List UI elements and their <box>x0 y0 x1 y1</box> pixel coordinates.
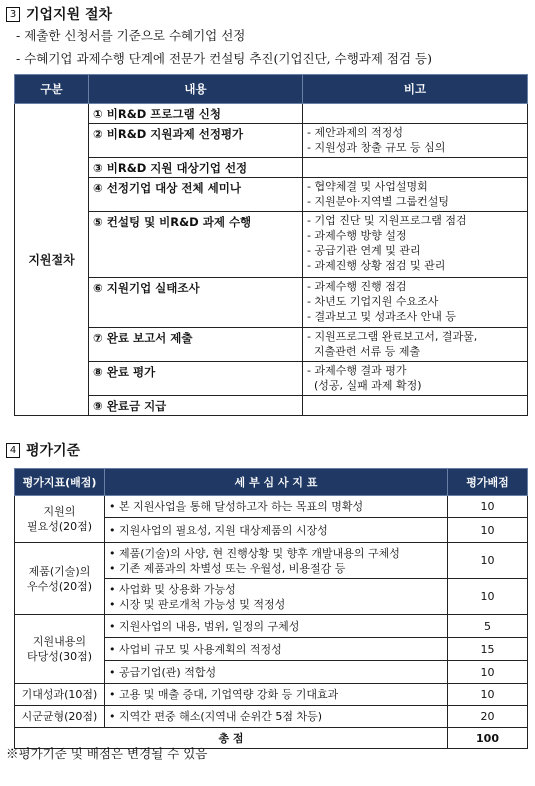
section-1-title-text: 기업지원 절차 <box>26 7 113 23</box>
detail-line: • 고용 및 매출 증대, 기업역량 강화 등 기대효과 <box>109 688 339 701</box>
detail-cell <box>105 706 448 728</box>
detail-cell <box>105 661 448 684</box>
step-6-notes <box>303 278 528 328</box>
detail-cell <box>105 615 448 638</box>
note-line: - 기업 진단 및 지원프로그램 점검 <box>307 214 467 227</box>
detail-line: • 공급기업(관) 적합성 <box>109 665 217 679</box>
note-line: - 차년도 기업지원 수요조사 <box>307 295 439 308</box>
section-2-number: 4 <box>6 443 20 458</box>
detail-line: • 지원사업의 필요성, 지원 대상제품의 시장성 <box>109 523 328 537</box>
note-line: - 제안과제의 적정성 <box>307 126 403 139</box>
detail-cell <box>105 638 448 661</box>
evaluation-row <box>15 543 528 579</box>
section-1-bullet-1: - 제출한 신청서를 기준으로 수혜기업 선정 <box>16 28 246 43</box>
header-indicator: 평가지표(배점) <box>15 469 105 496</box>
section-1-title <box>6 4 112 24</box>
step-9: ⑨ 완료금 지급 <box>89 396 303 416</box>
detail-line: • 지원사업의 내용, 범위, 일정의 구체성 <box>109 619 300 633</box>
detail-cell <box>105 496 448 518</box>
detail-cell <box>105 684 448 706</box>
section-2-title <box>6 440 80 460</box>
detail-cell <box>105 518 448 543</box>
score-cell: 10 <box>448 518 528 543</box>
support-procedure-table <box>14 74 528 416</box>
indicator-outcome: 기대성과(10점) <box>15 684 105 706</box>
score-cell: 10 <box>448 684 528 706</box>
note-line: - 지원분야·지역별 그룹컨설팅 <box>307 195 449 208</box>
detail-cell <box>105 543 448 579</box>
section-1-number: 3 <box>6 7 20 22</box>
evaluation-header-row <box>15 469 528 496</box>
detail-line: • 사업화 및 상용화 가능성 <box>109 582 236 596</box>
header-content: 내용 <box>89 75 303 104</box>
step-4-notes <box>303 178 528 212</box>
procedure-row <box>15 212 528 278</box>
header-remarks: 비고 <box>303 75 528 104</box>
step-1-notes <box>303 104 528 124</box>
step-1: ① 비R&D 프로그램 신청 <box>89 104 303 124</box>
detail-line: • 본 지원사업을 통해 달성하고자 하는 목표의 명확성 <box>109 500 364 513</box>
header-category: 구분 <box>15 75 89 104</box>
note-line: - 협약체결 및 사업설명회 <box>307 180 428 193</box>
header-score: 평가배점 <box>448 469 528 496</box>
section-2-title-text: 평가기준 <box>26 443 81 459</box>
procedure-row <box>15 328 528 362</box>
section-1-bullet-2: - 수혜기업 과제수행 단계에 전문가 컨설팅 추진(기업진단, 수행과제 점검 등) <box>16 51 432 66</box>
note-line: - 결과보고 및 성과조사 안내 등 <box>307 310 456 323</box>
evaluation-row <box>15 615 528 638</box>
note-line: - 과제수행 방향 설정 <box>307 229 407 242</box>
detail-line: • 시장 및 판로개척 가능성 및 적정성 <box>109 597 286 611</box>
procedure-row <box>15 178 528 212</box>
step-8: ⑧ 완료 평가 <box>89 362 303 396</box>
score-cell: 10 <box>448 496 528 518</box>
step-6: ⑥ 지원기업 실태조사 <box>89 278 303 328</box>
procedure-row <box>15 396 528 416</box>
step-9-notes <box>303 396 528 416</box>
indicator-validity: 지원내용의 타당성(30점) <box>15 615 105 684</box>
detail-line: • 제품(기술)의 사양, 현 진행상황 및 향후 개발내용의 구체성 <box>109 546 400 560</box>
detail-cell <box>105 579 448 615</box>
step-3-notes <box>303 158 528 178</box>
evaluation-criteria-table <box>14 468 528 749</box>
evaluation-row <box>15 706 528 728</box>
score-cell: 10 <box>448 661 528 684</box>
step-5: ⑤ 컨설팅 및 비R&D 과제 수행 <box>89 212 303 278</box>
note-line: - 지원성과 창출 규모 등 심의 <box>307 141 446 154</box>
score-cell: 20 <box>448 706 528 728</box>
category-cell: 지원절차 <box>15 104 89 416</box>
procedure-row <box>15 124 528 158</box>
evaluation-row <box>15 684 528 706</box>
note-line: - 과제진행 상황 점검 및 관리 <box>307 259 446 272</box>
note-line: (성공, 실패 과제 확정) <box>307 379 422 392</box>
step-3: ③ 비R&D 지원 대상기업 선정 <box>89 158 303 178</box>
step-7-notes <box>303 328 528 362</box>
total-label: 총 점 <box>15 728 448 749</box>
procedure-header-row <box>15 75 528 104</box>
detail-line: • 기존 제품과의 차별성 또는 우월성, 비용절감 등 <box>109 561 346 575</box>
step-7: ⑦ 완료 보고서 제출 <box>89 328 303 362</box>
procedure-row <box>15 158 528 178</box>
indicator-necessity: 지원의 필요성(20점) <box>15 496 105 543</box>
total-score: 100 <box>448 728 528 749</box>
note-line: 지출관련 서류 등 제출 <box>307 345 421 358</box>
footnote: ※평가기준 및 배점은 변경될 수 있음 <box>6 746 208 761</box>
note-line: - 과제수행 결과 평가 <box>307 364 407 377</box>
step-8-notes <box>303 362 528 396</box>
step-2: ② 비R&D 지원과제 선정평가 <box>89 124 303 158</box>
indicator-excellence: 제품(기술)의 우수성(20점) <box>15 543 105 615</box>
header-details: 세 부 심 사 지 표 <box>105 469 448 496</box>
step-4: ④ 선정기업 대상 전체 세미나 <box>89 178 303 212</box>
indicator-balance: 시군균형(20점) <box>15 706 105 728</box>
score-cell: 10 <box>448 543 528 579</box>
evaluation-row <box>15 496 528 518</box>
note-line: - 공급기관 연계 및 관리 <box>307 244 421 257</box>
detail-line: • 지역간 편중 해소(지역내 순위간 5점 차등) <box>109 710 323 723</box>
procedure-row <box>15 362 528 396</box>
step-2-notes <box>303 124 528 158</box>
score-cell: 5 <box>448 615 528 638</box>
procedure-row <box>15 104 528 124</box>
procedure-row <box>15 278 528 328</box>
note-line: - 지원프로그램 완료보고서, 결과물, <box>307 330 478 343</box>
detail-line: • 사업비 규모 및 사용계획의 적정성 <box>109 642 282 656</box>
score-cell: 15 <box>448 638 528 661</box>
step-5-notes <box>303 212 528 278</box>
note-line: - 과제수행 진행 점검 <box>307 280 407 293</box>
score-cell: 10 <box>448 579 528 615</box>
